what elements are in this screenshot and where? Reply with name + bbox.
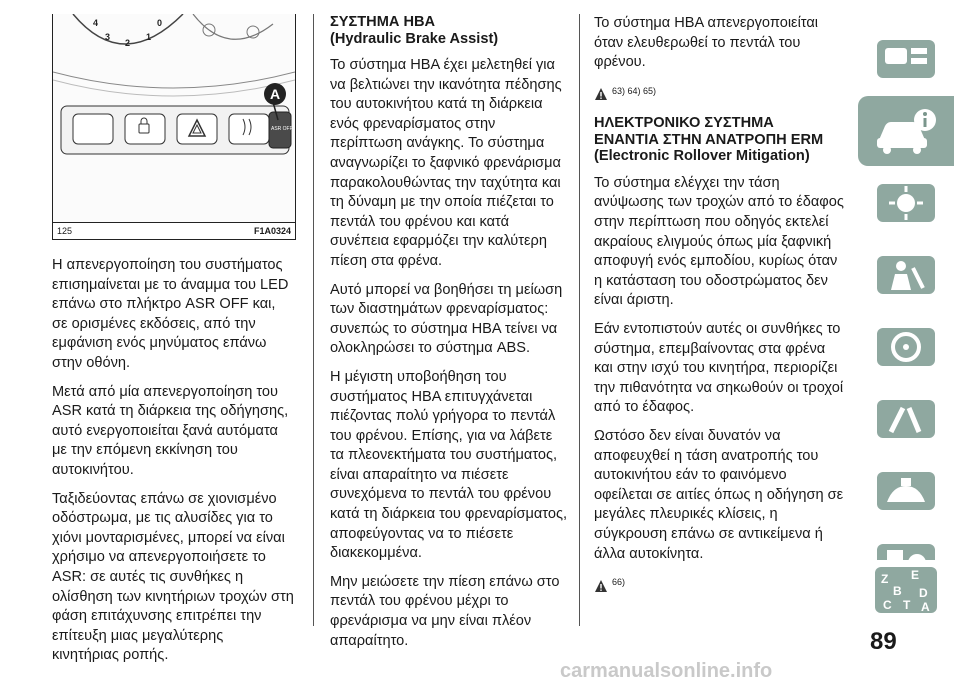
tab-driving[interactable]: [858, 312, 954, 382]
warning-triangle-icon: [594, 579, 608, 593]
paragraph: Ωστόσο δεν είναι δυνατόν να αποφευχθεί η τάση ανατροπής του αυτοκινήτου εάν το φαινόμενο οφείλεται σε αιτίες όπως η οδήγηση σε μεγάλες πλευρικές κλίσεις, η σύγκρουση επάνω σε αντικείμενα ή άλλα αυτοκίνητα.: [594, 428, 844, 562]
gauge-number: 4: [93, 18, 99, 28]
warning-reference: [594, 82, 844, 102]
column-3: [594, 14, 844, 607]
heading-line: (Hydraulic Brake Assist): [330, 30, 499, 47]
column-divider: [579, 14, 580, 626]
figure-code: F1A0324: [253, 226, 291, 236]
tab-safety[interactable]: [858, 240, 954, 310]
tab-maintenance[interactable]: [858, 456, 954, 526]
chapter-tabs: [852, 0, 960, 686]
paragraph: Εάν εντοπιστούν αυτές οι συνθήκες το σύστημα, επεμβαίνοντας στα φρένα και στην ισχύ του κινητήρα, περιορίζει την πιθανότητα να σηκωθούν οι τροχοί από το έδαφος.: [594, 321, 844, 416]
maintenance-icon: [873, 466, 939, 516]
section-heading-erm: [594, 115, 844, 165]
paragraph: Μην μειώσετε την πίεση επάνω στο πεντάλ του φρένου μέχρι το φρενάρισμα να μην είναι πλέον απαραίτητο.: [330, 573, 560, 649]
safety-icon: [873, 250, 939, 300]
gauge-number: 3: [105, 32, 111, 42]
tab-dashboard[interactable]: [858, 24, 954, 94]
page-number: 89: [870, 628, 897, 655]
tab-warning-lights[interactable]: [858, 168, 954, 238]
dashboard-figure: [52, 14, 296, 223]
warning-lights-icon: [873, 178, 939, 228]
svg-text:Z: Z: [881, 572, 889, 586]
dashboard-icon: [873, 34, 939, 84]
paragraph: Το σύστημα ελέγχει την τάση ανύψωσης των τροχών από το έδαφος στην περίπτωση που οδηγός εκτελεί ακραίους ελιγμούς όπως μία ξαφνική αποφυγή ενός εμποδίου, κυρίως όταν η κατάσταση του οδοστρώματος δεν είναι άριστη.: [594, 174, 844, 309]
tab-index[interactable]: [858, 560, 954, 620]
car-info-icon: [873, 106, 939, 156]
column-2: [330, 14, 570, 660]
button-panel-illustration: [53, 14, 295, 222]
svg-text:E: E: [911, 568, 920, 582]
svg-text:C: C: [883, 598, 892, 612]
figure-caption: [52, 222, 296, 240]
svg-text:A: A: [921, 600, 930, 614]
callout-a: A: [270, 86, 281, 102]
asr-off-label: ASR OFF: [271, 126, 293, 132]
watermark: carmanualsonline.info: [560, 660, 773, 682]
gauge-number: 2: [125, 38, 131, 48]
section-heading-hba: [330, 14, 570, 47]
figure-page-label: 125: [57, 226, 73, 236]
warning-refs: 66): [612, 577, 626, 588]
heading-line: ΗΛΕΚΤΡΟΝΙΚΟ ΣΥΣΤΗΜΑ: [594, 115, 774, 132]
svg-text:T: T: [903, 598, 911, 612]
warning-refs: 63) 64) 65): [612, 85, 657, 96]
paragraph: Αυτό μπορεί να βοηθήσει τη μείωση των διαστημάτων φρεναρίσματος: συνεπώς το σύστημα HBA τείνει να ολοκληρώσει το σύστημα ABS.: [330, 281, 563, 357]
heading-line: (Electronic Rollover Mitigation): [594, 148, 810, 165]
alphabetical-index-icon: [873, 565, 939, 615]
paragraph: Το σύστημα HBA απενεργοποιείται όταν ελευθερωθεί το πεντάλ του φρένου.: [594, 15, 819, 71]
warning-reference: [594, 573, 844, 593]
gauge-number: 0: [157, 18, 163, 28]
gauge-number: 1: [146, 32, 152, 42]
emergency-tools-icon: [873, 394, 939, 444]
tab-emergency[interactable]: [858, 384, 954, 454]
svg-text:D: D: [919, 586, 928, 600]
heading-line: ΕΝΑΝΤΙΑ ΣΤΗΝ ΑΝΑΤΡΟΠΗ ERM: [594, 131, 824, 148]
column-1: [52, 256, 294, 675]
paragraph: Ταξιδεύοντας επάνω σε χιονισμένο οδόστρωμα, με τις αλυσίδες για το χιόνι μονταρισμένες, μπορεί να είναι χρήσιμο να απενεργοποιήσετε το ASR: σε αυτές τις συνθήκες η ολίσθηση των κινητήριων τροχών στη φάση επιτάχυνσης επιτρέπει την επίτευξη μιας μεγαλύτερης κινητήριας ροπής.: [52, 490, 294, 664]
steering-wheel-icon: [873, 322, 939, 372]
paragraph: Μετά από μία απενεργοποίηση του ASR κατά τη διάρκεια της οδήγησης, αυτό ενεργοποιείται ξανά αυτόματα με την επόμενη εκκίνηση του αυτοκινήτου.: [52, 383, 289, 478]
paragraph: Η απενεργοποίηση του συστήματος επισημαίνεται με το άναμμα του LED επάνω στο πλήκτρο ASR OFF και, σε ορισμένες εκδόσεις, από την εμφάνιση ενός μηνύματος επάνω στην οθόνη.: [52, 257, 289, 371]
tab-car-info[interactable]: [858, 96, 954, 166]
paragraph: Το σύστημα HBA έχει μελετηθεί για να βελτιώνει την ικανότητα πέδησης του αυτοκινήτου κατά τη διάρκεια ενός φρεναρίσματος στην περίπτωση ανάγκης. Το σύστημα αναγνωρίζει το ξαφνικό φρενάρισμα παρακολουθώντας την ταχύτητα και τη δύναμη με την οποία πιέζεται το πεντάλ του φρένου και κατά συνέπεια εφαρμόζει την καλύτερη πίεση στα φρένα.: [330, 57, 562, 269]
heading-line: ΣΥΣΤΗΜΑ HBA: [330, 14, 436, 30]
warning-triangle-icon: [594, 87, 608, 101]
column-divider: [313, 14, 314, 626]
svg-text:B: B: [893, 584, 902, 598]
paragraph: Η μέγιστη υποβοήθηση του συστήματος HBA επιτυγχάνεται πιέζοντας πολύ γρήγορα το πεντάλ του φρένου. Επίσης, για να λάβετε τα πλεονεκτήματα του συστήματος, είναι απαραίτητο να πιέσετε συνεχόμενα το πεντάλ του φρένου κατά τη διάρκεια του φρεναρίσματος, αποφεύγοντας να το πιέσετε διακεκομμένα.: [330, 368, 568, 562]
